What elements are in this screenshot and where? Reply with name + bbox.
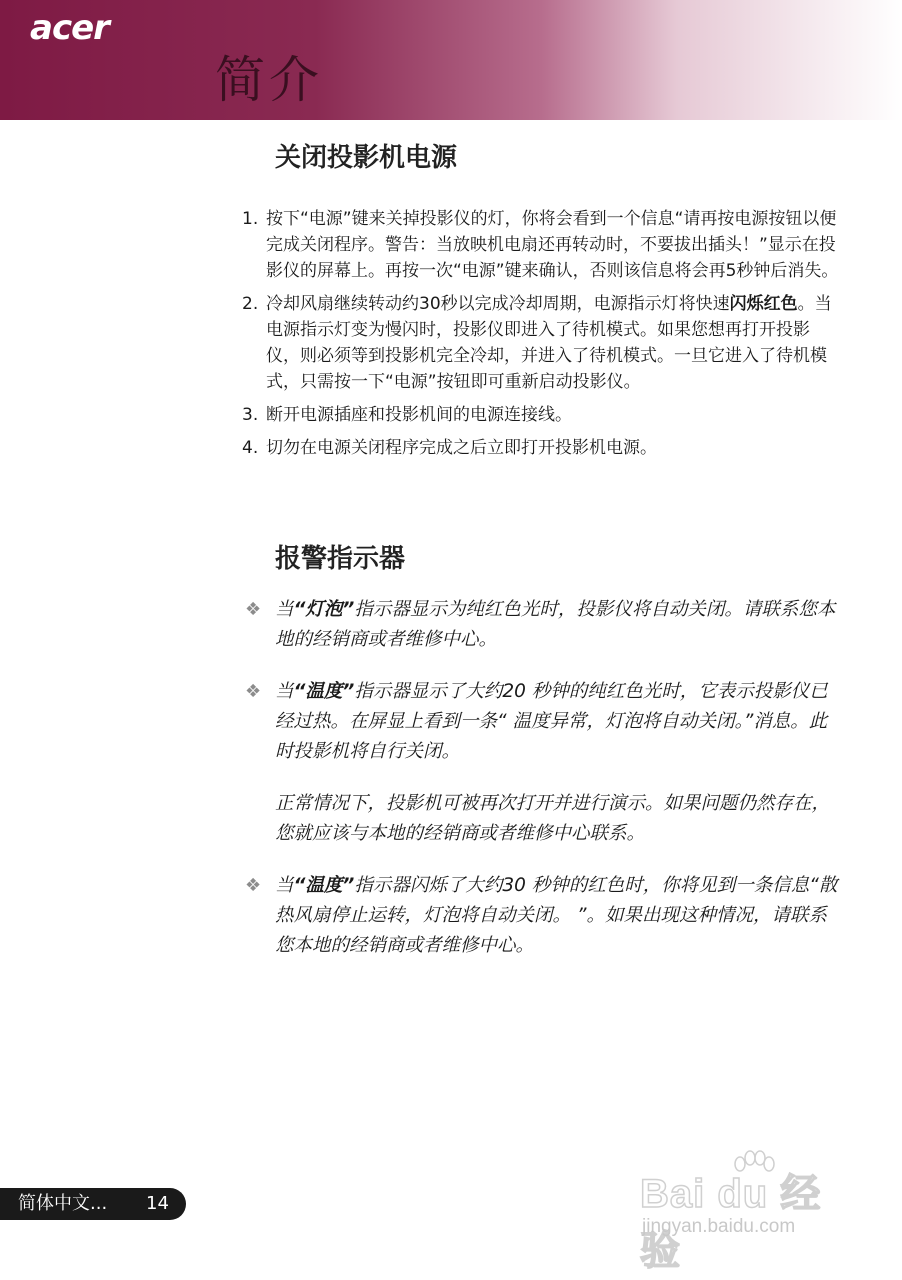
step-text-bold: 闪烁红色 xyxy=(729,294,798,314)
footer-language: 简体中文... xyxy=(18,1193,108,1214)
alert-keyword: “温度” xyxy=(293,681,355,702)
step-2 xyxy=(242,291,842,395)
power-off-steps xyxy=(242,206,842,468)
acer-logo: acer xyxy=(30,8,109,48)
step-number: 2. xyxy=(242,294,259,314)
alert-text: 指示器闪烁了大约30 秒钟的红色时，你将见到一条信息“散热风扇停止运转，灯泡将自动关闭。 ”。如果出现这种情况，请联系您本地的经销商或者维修中心。 xyxy=(275,875,838,956)
section-title-power-off: 关闭投影机电源 xyxy=(275,143,458,173)
page-number: 14 xyxy=(146,1193,169,1214)
alert-text-pre: 当 xyxy=(275,599,294,620)
alert-text-pre: 当 xyxy=(275,681,294,702)
alert-text: 指示器显示了大约20 秒钟的纯红色光时，它表示投影仪已经过热。在屏显上看到一条“ 温度异常，灯泡将自动关闭。”消息。此时投影机将自行关闭。 xyxy=(275,681,828,762)
step-1 xyxy=(242,206,842,284)
alert-extra-text: 正常情况下，投影机可被再次打开并进行演示。如果问题仍然存在，您就应该与本地的经销商或者维修中心联系。 xyxy=(275,793,831,844)
diamond-bullet-icon: ❖ xyxy=(245,875,262,896)
alert-item-temp-flash xyxy=(245,871,845,961)
step-number: 4. xyxy=(242,438,259,458)
alert-text: 指示器显示为纯红色光时，投影仪将自动关闭。请联系您本地的经销商或者维修中心。 xyxy=(275,599,836,650)
step-number: 3. xyxy=(242,405,259,425)
step-4 xyxy=(242,435,842,461)
step-3 xyxy=(242,402,842,428)
section-title-alert-indicator: 报警指示器 xyxy=(275,544,406,574)
step-text: 断开电源插座和投影机间的电源连接线。 xyxy=(266,405,572,425)
page-title: 简介 xyxy=(215,51,323,109)
diamond-bullet-icon: ❖ xyxy=(245,681,262,702)
diamond-bullet-icon: ❖ xyxy=(245,599,262,620)
header-band xyxy=(0,0,902,120)
step-text-b: 。当电源指示灯变为慢闪时，投影仪即进入了待机模式。如果您想再打开投影仪，则必须等到投影机完全冷却，并进入了待机模式。一旦它进入了待机模式，只需按一下“电源”按钮即可重新启动投影仪。 xyxy=(266,294,832,392)
alert-keyword: “温度” xyxy=(293,875,355,896)
footer-page-tab xyxy=(0,1188,186,1220)
alert-item-temp-solid xyxy=(245,677,845,849)
step-text: 按下“电源”键来关掉投影仪的灯，你将会看到一个信息“请再按电源按钮以便完成关闭程序。警告：当放映机电扇还再转动时，不要拔出插头！”显示在投影仪的屏幕上。再按一次“电源”键来确认，否则该信息将会再5秒钟后消失。 xyxy=(266,209,839,281)
watermark-url: jingyan.baidu.com xyxy=(642,1216,796,1237)
step-text-a: 冷却风扇继续转动约30秒以完成冷却周期，电源指示灯将快速 xyxy=(266,294,730,314)
step-number: 1. xyxy=(242,209,259,229)
alert-text-pre: 当 xyxy=(275,875,294,896)
watermark-brand: Bai du 经验 xyxy=(640,1172,822,1273)
paragraph-gap xyxy=(275,767,845,789)
alert-keyword: “灯泡” xyxy=(293,599,355,620)
alert-list xyxy=(245,595,845,961)
step-text: 切勿在电源关闭程序完成之后立即打开投影机电源。 xyxy=(266,438,657,458)
alert-item-lamp xyxy=(245,595,845,655)
baidu-watermark xyxy=(640,1150,860,1273)
